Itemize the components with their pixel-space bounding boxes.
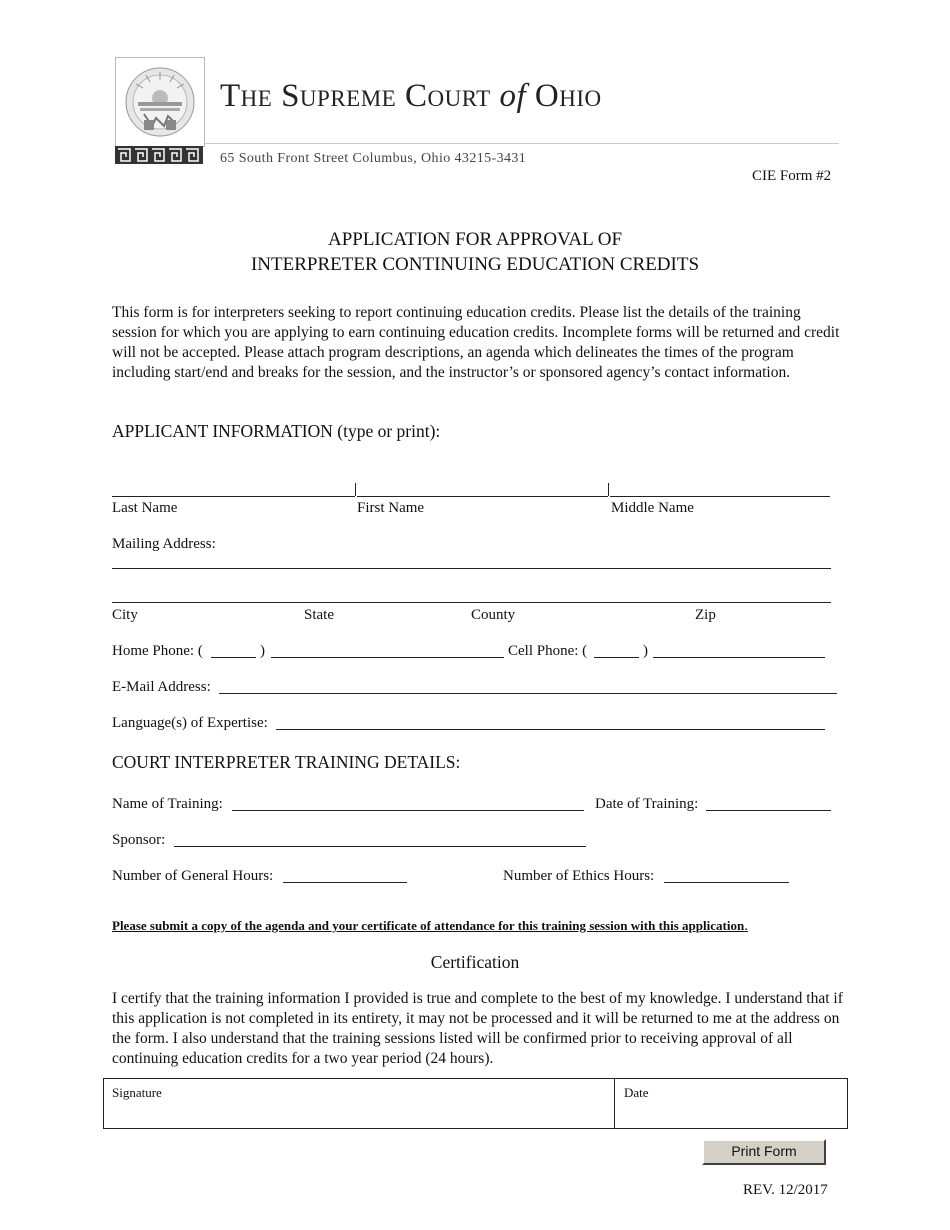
- court-name: [220, 78, 602, 115]
- cell-phone-area-field[interactable]: [594, 657, 639, 658]
- last-name-field[interactable]: [112, 496, 355, 497]
- court-name-of: of: [499, 78, 527, 114]
- city-state-zip-field[interactable]: [112, 602, 831, 603]
- court-address: 65 South Front Street Columbus, Ohio 43215-3431: [220, 151, 527, 166]
- court-seal: [115, 57, 205, 147]
- submission-notice-period: .: [744, 918, 748, 934]
- sponsor-label: Sponsor:: [112, 832, 166, 848]
- general-hours-field[interactable]: [283, 882, 407, 883]
- name-separator: [608, 483, 609, 496]
- header-divider: [205, 143, 839, 144]
- date-label: Date: [624, 1085, 649, 1100]
- print-form-button[interactable]: Print Form: [702, 1139, 826, 1165]
- name-separator: [355, 483, 356, 496]
- court-name-supreme: Supreme: [281, 78, 397, 114]
- training-date-label: Date of Training:: [595, 796, 699, 812]
- form-title-line2: INTERPRETER CONTINUING EDUCATION CREDITS: [250, 254, 700, 275]
- home-phone-paren: ): [260, 643, 265, 659]
- last-name-label: Last Name: [112, 500, 178, 516]
- state-label: State: [304, 607, 334, 623]
- training-name-label: Name of Training:: [112, 796, 223, 812]
- court-name-the: The: [220, 78, 273, 114]
- ethics-hours-field[interactable]: [664, 882, 789, 883]
- training-heading: COURT INTERPRETER TRAINING DETAILS:: [112, 752, 461, 772]
- email-label: E-Mail Address:: [112, 679, 211, 695]
- court-name-court: Court: [404, 78, 491, 114]
- first-name-label: First Name: [357, 500, 425, 516]
- county-label: County: [471, 607, 516, 623]
- certification-text: I certify that the training information I provided is true and complete to the best of my knowledge. I understand that if this application is not completed in its entirety, it may not be processed and it will be returned to me at the address on the form. I also understand that the training sessions listed will be confirmed prior to receiving approval of all continuing education credits for a two year period (24 hours).: [112, 990, 843, 1067]
- home-phone-area-field[interactable]: [211, 657, 256, 658]
- submission-notice: [112, 918, 748, 935]
- court-name-ohio: Ohio: [534, 78, 602, 114]
- mailing-address-label: Mailing Address:: [112, 536, 216, 552]
- submission-notice-text: Please submit a copy of the agenda and your certificate of attendance for this training session with this application: [112, 918, 745, 933]
- intro-paragraph: This form is for interpreters seeking to report continuing education credits. Please list the details of the training session for which you are applying to earn continuing education credits. Incomplete forms will be returned and credit will not be accepted. Please attach program descriptions, an agenda which delineates the times of the program including start/end and breaks for the session, and the instructor’s or sponsored agency’s contact information.: [112, 304, 840, 381]
- middle-name-label: Middle Name: [611, 500, 694, 516]
- zip-label: Zip: [695, 607, 716, 623]
- applicant-heading: APPLICANT INFORMATION (type or print):: [112, 421, 441, 441]
- greek-key-border: [115, 146, 203, 164]
- form-number: CIE Form #2: [752, 168, 832, 184]
- cell-phone-paren: ): [643, 643, 648, 659]
- cell-phone-field[interactable]: [653, 657, 825, 658]
- sponsor-field[interactable]: [174, 846, 586, 847]
- email-field[interactable]: [219, 693, 837, 694]
- mailing-address-field[interactable]: [112, 568, 831, 569]
- training-name-field[interactable]: [232, 810, 584, 811]
- home-phone-label: Home Phone: (: [112, 643, 203, 659]
- middle-name-field[interactable]: [610, 496, 830, 497]
- training-date-field[interactable]: [706, 810, 831, 811]
- first-name-field[interactable]: [357, 496, 608, 497]
- revision-date: REV. 12/2017: [743, 1182, 828, 1198]
- date-cell[interactable]: [615, 1079, 847, 1128]
- signature-label: Signature: [112, 1085, 162, 1100]
- general-hours-label: Number of General Hours:: [112, 868, 274, 884]
- home-phone-field[interactable]: [271, 657, 504, 658]
- languages-field[interactable]: [276, 729, 825, 730]
- certification-heading: Certification: [430, 952, 520, 972]
- signature-table: [103, 1078, 848, 1129]
- languages-label: Language(s) of Expertise:: [112, 715, 268, 731]
- cell-phone-label: Cell Phone: (: [508, 643, 588, 659]
- city-label: City: [112, 607, 138, 623]
- form-title-line1: APPLICATION FOR APPROVAL OF: [327, 229, 623, 250]
- signature-cell[interactable]: [104, 1079, 615, 1128]
- ethics-hours-label: Number of Ethics Hours:: [503, 868, 655, 884]
